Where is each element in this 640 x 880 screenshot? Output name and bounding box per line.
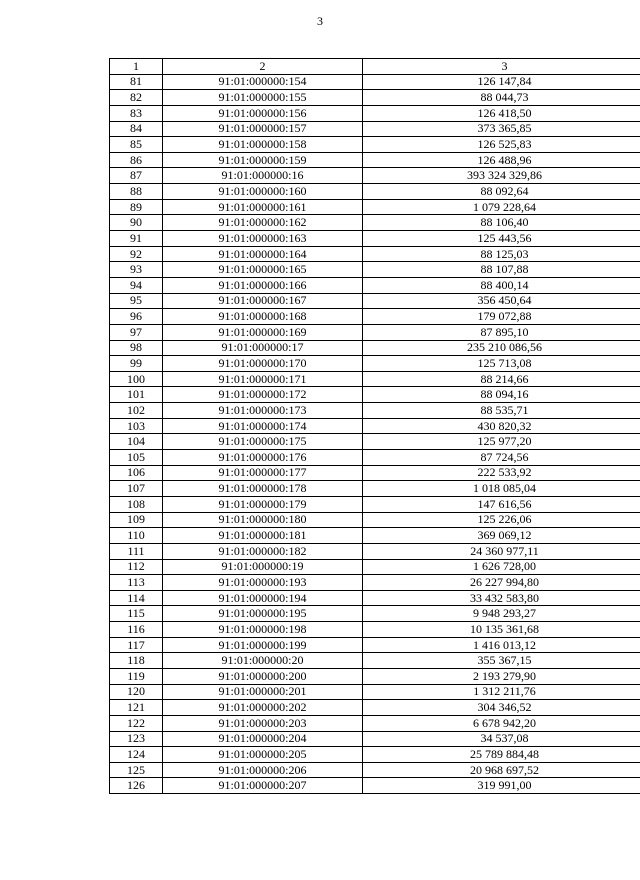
cadastral-number-cell: 91:01:000000:168 <box>163 309 363 325</box>
cadastral-value-cell: 26 227 994,80 <box>363 575 640 591</box>
cadastral-value-cell: 25 789 884,48 <box>363 747 640 763</box>
cadastral-number-cell: 91:01:000000:195 <box>163 606 363 622</box>
cadastral-value-cell: 88 092,64 <box>363 184 640 200</box>
cadastral-value-cell: 126 147,84 <box>363 74 640 90</box>
table-row <box>110 90 640 106</box>
table-row <box>110 543 640 559</box>
cadastral-value-cell: 88 107,88 <box>363 262 640 278</box>
table-row <box>110 152 640 168</box>
row-number-cell: 126 <box>110 778 163 794</box>
cadastral-number-cell: 91:01:000000:170 <box>163 356 363 372</box>
row-number-cell: 117 <box>110 637 163 653</box>
table-row <box>110 262 640 278</box>
cadastral-number-cell: 91:01:000000:176 <box>163 450 363 466</box>
table-row <box>110 450 640 466</box>
cadastral-number-cell: 91:01:000000:180 <box>163 512 363 528</box>
page-number: 3 <box>317 14 323 28</box>
cadastral-number-cell: 91:01:000000:203 <box>163 715 363 731</box>
cadastral-value-cell: 356 450,64 <box>363 293 640 309</box>
row-number-cell: 124 <box>110 747 163 763</box>
row-number-cell: 99 <box>110 356 163 372</box>
table-row <box>110 277 640 293</box>
row-number-cell: 112 <box>110 559 163 575</box>
row-number-cell: 81 <box>110 74 163 90</box>
cadastral-number-cell: 91:01:000000:181 <box>163 528 363 544</box>
table-row <box>110 481 640 497</box>
cadastral-value-cell: 10 135 361,68 <box>363 622 640 638</box>
table-row <box>110 340 640 356</box>
table-row <box>110 184 640 200</box>
table-row <box>110 137 640 153</box>
table-row <box>110 74 640 90</box>
cadastral-number-cell: 91:01:000000:166 <box>163 277 363 293</box>
cadastral-value-cell: 125 713,08 <box>363 356 640 372</box>
table-header-row <box>110 59 640 75</box>
cadastral-value-cell: 88 400,14 <box>363 277 640 293</box>
row-number-cell: 86 <box>110 152 163 168</box>
cadastral-number-cell: 91:01:000000:204 <box>163 731 363 747</box>
cadastral-value-cell: 126 418,50 <box>363 105 640 121</box>
row-number-cell: 91 <box>110 231 163 247</box>
table-body <box>110 74 640 793</box>
cadastral-number-cell: 91:01:000000:206 <box>163 762 363 778</box>
cadastral-number-cell: 91:01:000000:200 <box>163 668 363 684</box>
cadastral-number-cell: 91:01:000000:169 <box>163 324 363 340</box>
row-number-cell: 94 <box>110 277 163 293</box>
row-number-cell: 109 <box>110 512 163 528</box>
table-row <box>110 418 640 434</box>
table-row <box>110 246 640 262</box>
cadastral-number-cell: 91:01:000000:175 <box>163 434 363 450</box>
cadastral-number-cell: 91:01:000000:161 <box>163 199 363 215</box>
row-number-cell: 97 <box>110 324 163 340</box>
table-row <box>110 762 640 778</box>
row-number-cell: 102 <box>110 403 163 419</box>
cadastral-number-cell: 91:01:000000:207 <box>163 778 363 794</box>
row-number-cell: 95 <box>110 293 163 309</box>
cadastral-value-cell: 373 365,85 <box>363 121 640 137</box>
table-row <box>110 700 640 716</box>
row-number-cell: 104 <box>110 434 163 450</box>
table-row <box>110 731 640 747</box>
cadastral-value-cell: 1 416 013,12 <box>363 637 640 653</box>
row-number-cell: 83 <box>110 105 163 121</box>
table-row <box>110 371 640 387</box>
cadastral-number-cell: 91:01:000000:158 <box>163 137 363 153</box>
cadastral-value-cell: 2 193 279,90 <box>363 668 640 684</box>
cadastral-value-cell: 88 535,71 <box>363 403 640 419</box>
cadastral-value-cell: 179 072,88 <box>363 309 640 325</box>
cadastral-value-cell: 87 724,56 <box>363 450 640 466</box>
cadastral-value-cell: 1 018 085,04 <box>363 481 640 497</box>
table-row <box>110 668 640 684</box>
table-row <box>110 168 640 184</box>
table-row <box>110 231 640 247</box>
table-row <box>110 403 640 419</box>
cadastral-number-cell: 91:01:000000:202 <box>163 700 363 716</box>
table-row <box>110 747 640 763</box>
table-row <box>110 684 640 700</box>
cadastral-value-cell: 125 443,56 <box>363 231 640 247</box>
cadastral-number-cell: 91:01:000000:198 <box>163 622 363 638</box>
row-number-cell: 88 <box>110 184 163 200</box>
cadastral-value-cell: 88 214,66 <box>363 371 640 387</box>
cadastral-number-cell: 91:01:000000:178 <box>163 481 363 497</box>
row-number-cell: 120 <box>110 684 163 700</box>
row-number-cell: 114 <box>110 590 163 606</box>
cadastral-value-cell: 319 991,00 <box>363 778 640 794</box>
cadastral-value-cell: 87 895,10 <box>363 324 640 340</box>
cadastral-value-cell: 88 094,16 <box>363 387 640 403</box>
cadastral-number-cell: 91:01:000000:199 <box>163 637 363 653</box>
cadastral-number-cell: 91:01:000000:155 <box>163 90 363 106</box>
cadastral-number-cell: 91:01:000000:16 <box>163 168 363 184</box>
table-row <box>110 121 640 137</box>
cadastral-number-cell: 91:01:000000:20 <box>163 653 363 669</box>
table-row <box>110 434 640 450</box>
cadastral-value-cell: 24 360 977,11 <box>363 543 640 559</box>
cadastral-value-cell: 393 324 329,86 <box>363 168 640 184</box>
column-header-1: 1 <box>110 59 163 75</box>
table-row <box>110 356 640 372</box>
row-number-cell: 84 <box>110 121 163 137</box>
row-number-cell: 103 <box>110 418 163 434</box>
cadastral-value-cell: 355 367,15 <box>363 653 640 669</box>
table-row <box>110 324 640 340</box>
row-number-cell: 89 <box>110 199 163 215</box>
cadastral-value-cell: 33 432 583,80 <box>363 590 640 606</box>
table-row <box>110 309 640 325</box>
cadastral-number-cell: 91:01:000000:163 <box>163 231 363 247</box>
cadastral-number-cell: 91:01:000000:160 <box>163 184 363 200</box>
table-row <box>110 715 640 731</box>
cadastral-value-cell: 1 626 728,00 <box>363 559 640 575</box>
cadastral-value-cell: 304 346,52 <box>363 700 640 716</box>
table-row <box>110 622 640 638</box>
table-row <box>110 293 640 309</box>
cadastral-number-cell: 91:01:000000:179 <box>163 496 363 512</box>
cadastral-value-cell: 235 210 086,56 <box>363 340 640 356</box>
cadastral-number-cell: 91:01:000000:157 <box>163 121 363 137</box>
cadastral-value-cell: 9 948 293,27 <box>363 606 640 622</box>
cadastral-number-cell: 91:01:000000:172 <box>163 387 363 403</box>
cadastral-value-cell: 34 537,08 <box>363 731 640 747</box>
cadastral-value-cell: 88 106,40 <box>363 215 640 231</box>
row-number-cell: 121 <box>110 700 163 716</box>
row-number-cell: 98 <box>110 340 163 356</box>
cadastral-number-cell: 91:01:000000:167 <box>163 293 363 309</box>
cadastral-value-cell: 125 226,06 <box>363 512 640 528</box>
cadastral-value-cell: 222 533,92 <box>363 465 640 481</box>
cadastral-number-cell: 91:01:000000:173 <box>163 403 363 419</box>
cadastral-value-cell: 430 820,32 <box>363 418 640 434</box>
cadastral-value-table <box>109 58 640 794</box>
table-row <box>110 528 640 544</box>
row-number-cell: 107 <box>110 481 163 497</box>
cadastral-number-cell: 91:01:000000:171 <box>163 371 363 387</box>
row-number-cell: 122 <box>110 715 163 731</box>
row-number-cell: 105 <box>110 450 163 466</box>
cadastral-number-cell: 91:01:000000:201 <box>163 684 363 700</box>
cadastral-number-cell: 91:01:000000:156 <box>163 105 363 121</box>
cadastral-number-cell: 91:01:000000:154 <box>163 74 363 90</box>
cadastral-number-cell: 91:01:000000:17 <box>163 340 363 356</box>
cadastral-value-cell: 6 678 942,20 <box>363 715 640 731</box>
cadastral-number-cell: 91:01:000000:164 <box>163 246 363 262</box>
cadastral-number-cell: 91:01:000000:159 <box>163 152 363 168</box>
cadastral-number-cell: 91:01:000000:205 <box>163 747 363 763</box>
cadastral-number-cell: 91:01:000000:193 <box>163 575 363 591</box>
cadastral-number-cell: 91:01:000000:174 <box>163 418 363 434</box>
row-number-cell: 85 <box>110 137 163 153</box>
table-row <box>110 215 640 231</box>
row-number-cell: 123 <box>110 731 163 747</box>
table-row <box>110 653 640 669</box>
cadastral-value-cell: 125 977,20 <box>363 434 640 450</box>
cadastral-value-cell: 147 616,56 <box>363 496 640 512</box>
cadastral-value-cell: 126 488,96 <box>363 152 640 168</box>
cadastral-value-cell: 88 044,73 <box>363 90 640 106</box>
table-row <box>110 559 640 575</box>
cadastral-number-cell: 91:01:000000:165 <box>163 262 363 278</box>
row-number-cell: 118 <box>110 653 163 669</box>
table-row <box>110 575 640 591</box>
row-number-cell: 119 <box>110 668 163 684</box>
table-row <box>110 637 640 653</box>
row-number-cell: 92 <box>110 246 163 262</box>
cadastral-number-cell: 91:01:000000:19 <box>163 559 363 575</box>
row-number-cell: 82 <box>110 90 163 106</box>
table-row <box>110 512 640 528</box>
cadastral-number-cell: 91:01:000000:182 <box>163 543 363 559</box>
table-row <box>110 496 640 512</box>
cadastral-value-cell: 369 069,12 <box>363 528 640 544</box>
cadastral-value-cell: 1 312 211,76 <box>363 684 640 700</box>
row-number-cell: 111 <box>110 543 163 559</box>
row-number-cell: 87 <box>110 168 163 184</box>
column-header-2: 2 <box>163 59 363 75</box>
row-number-cell: 125 <box>110 762 163 778</box>
row-number-cell: 108 <box>110 496 163 512</box>
row-number-cell: 116 <box>110 622 163 638</box>
cadastral-number-cell: 91:01:000000:177 <box>163 465 363 481</box>
row-number-cell: 93 <box>110 262 163 278</box>
table-row <box>110 105 640 121</box>
cadastral-number-cell: 91:01:000000:162 <box>163 215 363 231</box>
table-row <box>110 606 640 622</box>
row-number-cell: 113 <box>110 575 163 591</box>
cadastral-value-cell: 20 968 697,52 <box>363 762 640 778</box>
row-number-cell: 96 <box>110 309 163 325</box>
row-number-cell: 106 <box>110 465 163 481</box>
cadastral-number-cell: 91:01:000000:194 <box>163 590 363 606</box>
row-number-cell: 110 <box>110 528 163 544</box>
table-row <box>110 590 640 606</box>
table-row <box>110 199 640 215</box>
cadastral-value-cell: 88 125,03 <box>363 246 640 262</box>
column-header-3: 3 <box>363 59 640 75</box>
row-number-cell: 100 <box>110 371 163 387</box>
cadastral-value-cell: 1 079 228,64 <box>363 199 640 215</box>
row-number-cell: 90 <box>110 215 163 231</box>
row-number-cell: 101 <box>110 387 163 403</box>
cadastral-value-cell: 126 525,83 <box>363 137 640 153</box>
row-number-cell: 115 <box>110 606 163 622</box>
table-row <box>110 778 640 794</box>
table-row <box>110 387 640 403</box>
table-row <box>110 465 640 481</box>
